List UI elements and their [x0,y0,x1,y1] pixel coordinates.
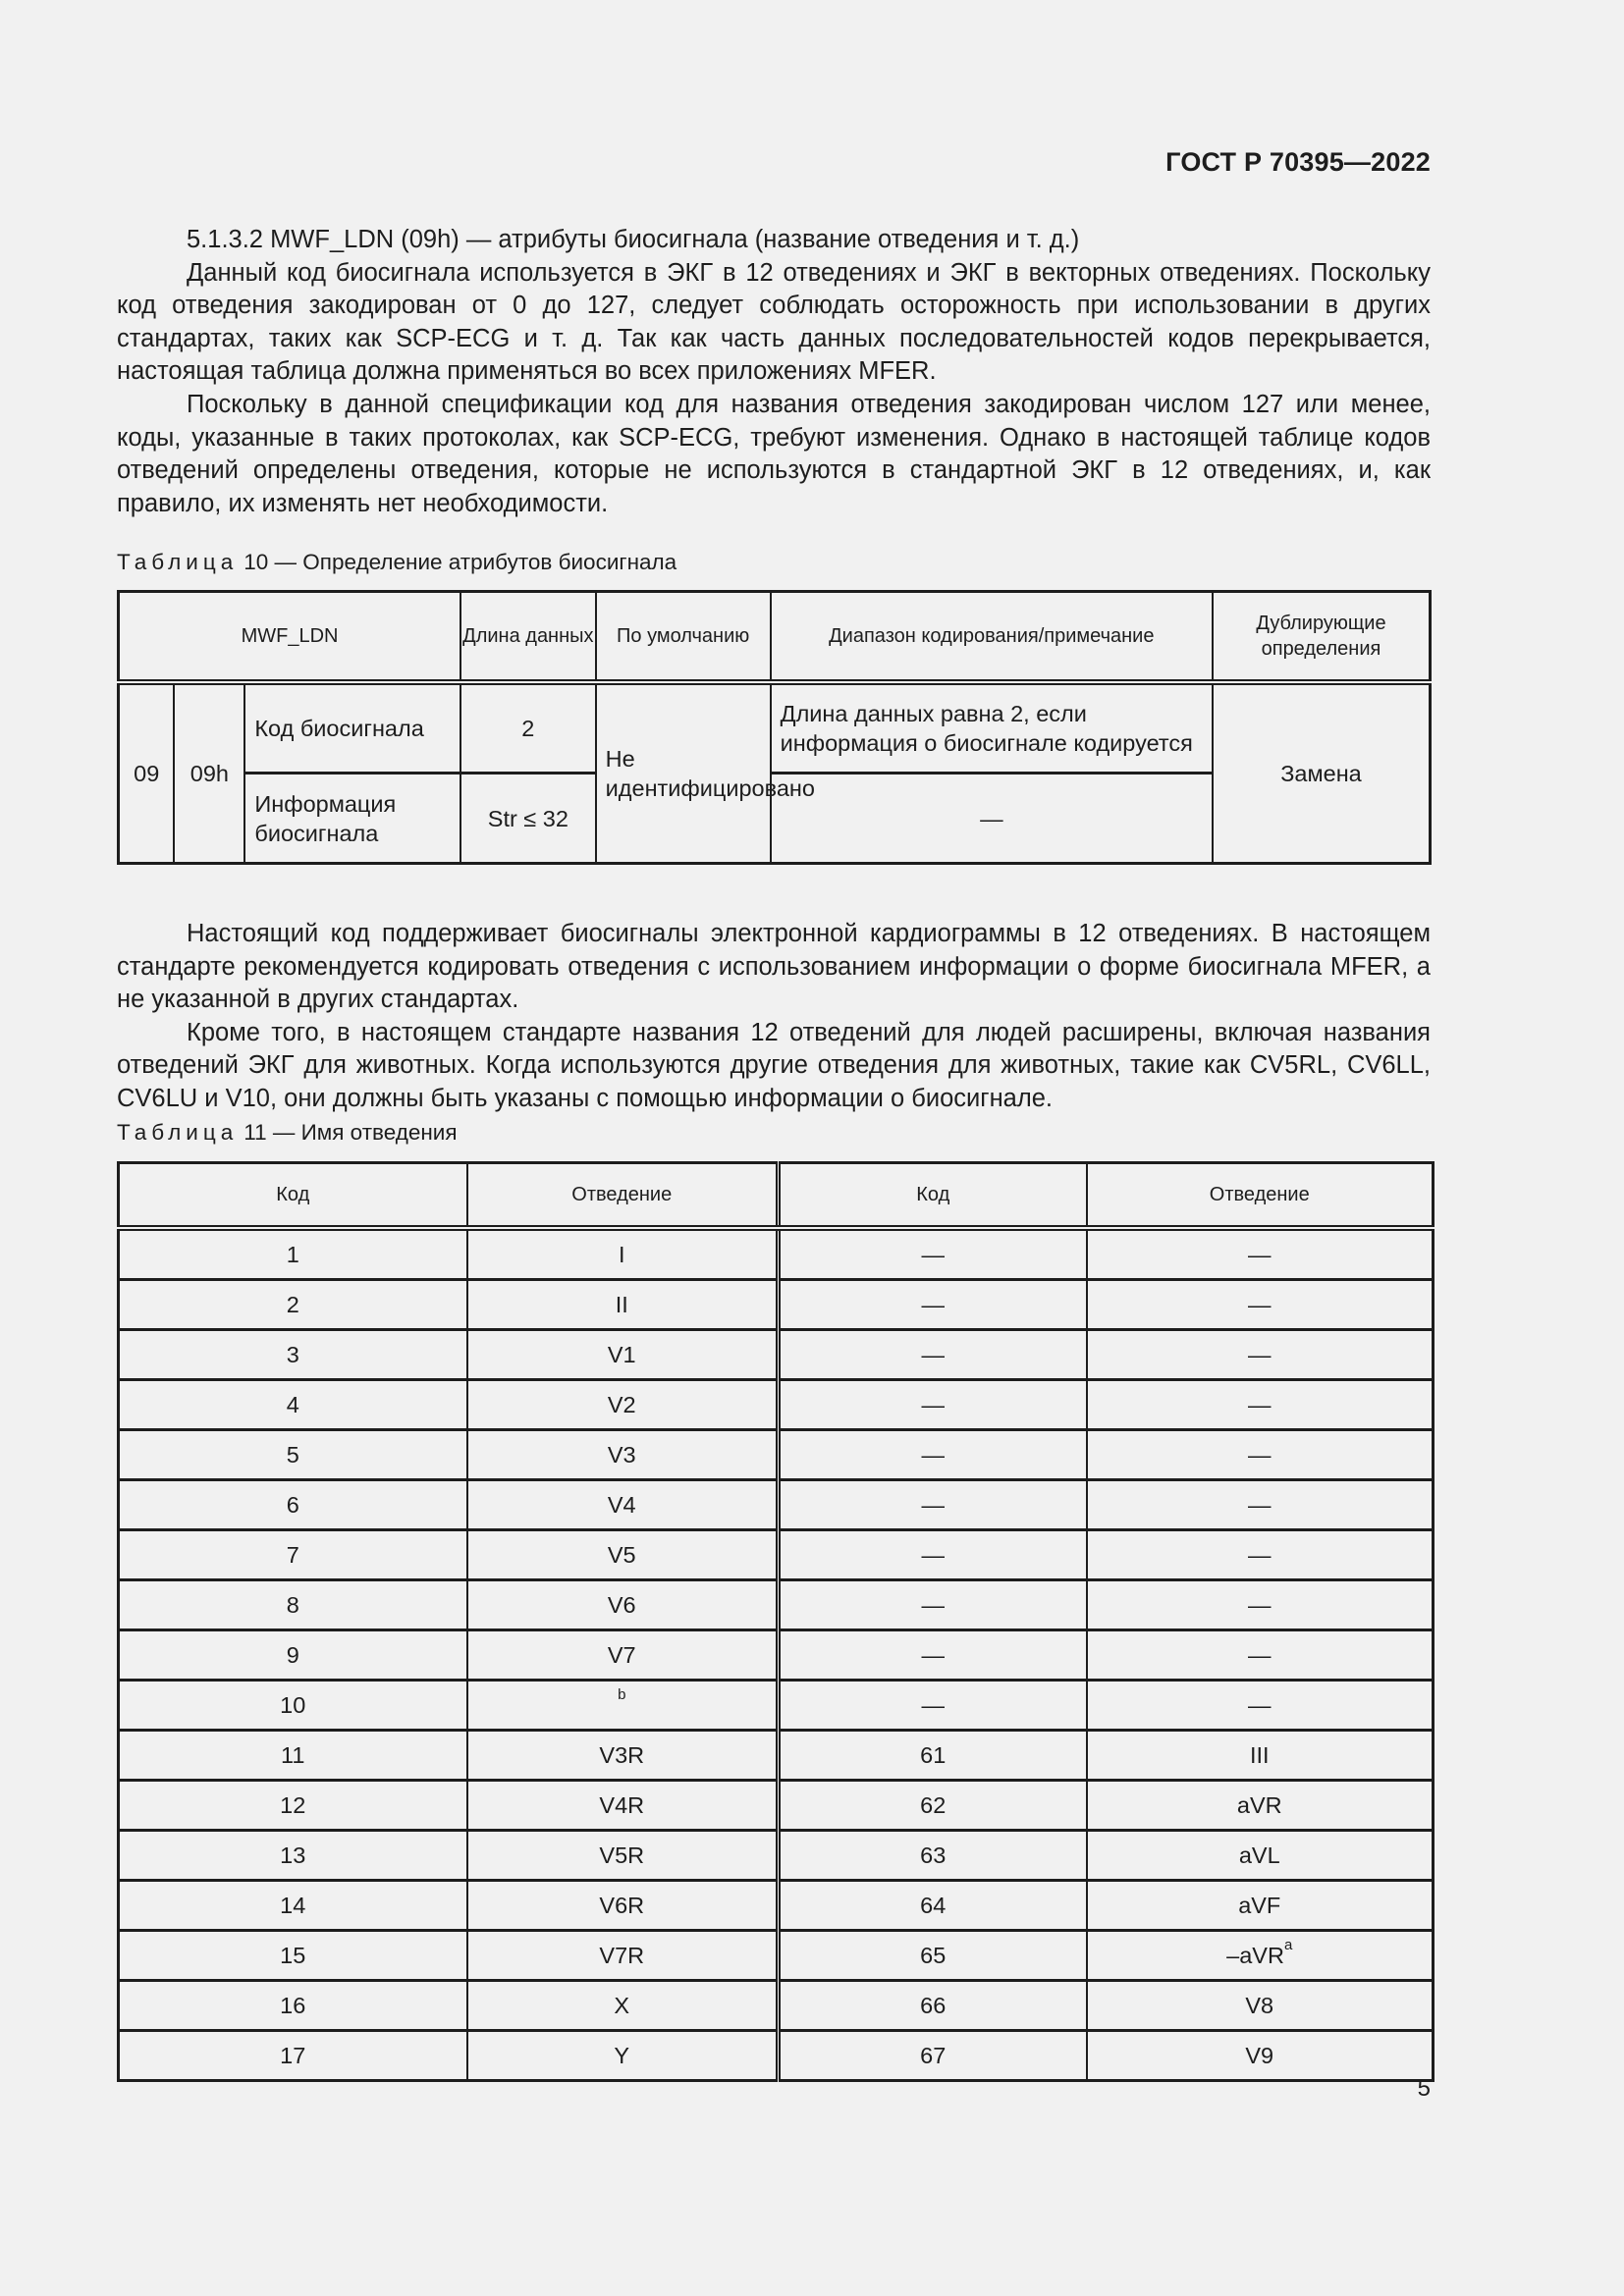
paragraph: Поскольку в данной спецификации код для названия отведения закодирован числом 127 или менее, коды, указанные в таких протоколах, как SCP-ECG, требуют изменения. Однако в настоящей таблице кодов отведений определены отведения, которые не используются в стандартной ЭКГ в 12 отведениях, и, как правило, их изменять нет необходимости. [117,390,1431,517]
code-dec: 09 [119,682,175,864]
table-row [119,2031,1434,2081]
table10-caption [117,550,677,575]
code-cell: — [779,1380,1087,1430]
code-cell: — [779,1580,1087,1630]
row-note: — [771,774,1213,864]
section-leads [117,918,1431,1116]
header-range-note: Диапазон кодирования/примечание [771,592,1213,683]
table-row [119,1280,1434,1330]
table-row [119,1981,1434,2031]
code-cell: — [779,1480,1087,1530]
code-cell: 12 [119,1781,467,1831]
lead-cell [467,1681,779,1731]
code-cell: 7 [119,1530,467,1580]
page-number: 5 [1417,2075,1431,2102]
table-row [119,1580,1434,1630]
lead-cell: V7R [467,1931,779,1981]
row-note: Длина данных равна 2, если информация о биосигнале кодируется [771,682,1213,774]
lead-cell: V5 [467,1530,779,1580]
lead-cell: I [467,1228,779,1280]
footnote-mark: a [1283,1936,1293,1953]
lead-cell: aVF [1087,1881,1434,1931]
lead-cell: X [467,1981,779,2031]
table-biosignal-attributes [117,590,1432,865]
code-cell: 15 [119,1931,467,1981]
code-cell: 16 [119,1981,467,2031]
footnote-mark: b [618,1685,626,1703]
lead-cell: V4 [467,1480,779,1530]
lead-cell: V8 [1087,1981,1434,2031]
row-length: Str ≤ 32 [460,774,596,864]
lead-cell: — [1087,1228,1434,1280]
lead-cell: V9 [1087,2031,1434,2081]
table-row [119,1330,1434,1380]
lead-cell: — [1087,1580,1434,1630]
lead-cell: V5R [467,1831,779,1881]
table-row [119,1681,1434,1731]
paragraph: Кроме того, в настоящем стандарте названия 12 отведений для людей расширены, включая названия отведений ЭКГ для животных. Когда используются другие отведения для животных, такие как CV5RL, CV6LL, CV6LU и V10, они должны быть указаны с помощью информации о биосигнале. [117,1018,1431,1112]
code-cell: 63 [779,1831,1087,1881]
code-cell: 14 [119,1881,467,1931]
code-cell: — [779,1228,1087,1280]
code-cell: 3 [119,1330,467,1380]
code-cell: 6 [119,1480,467,1530]
header-default: По умолчанию [596,592,771,683]
table-row [119,1530,1434,1580]
caption-text: 10 — Определение атрибутов биосигнала [244,550,677,574]
code-cell: 65 [779,1931,1087,1981]
lead-cell: — [1087,1280,1434,1330]
header-mwf-ldn: MWF_LDN [119,592,461,683]
code-cell: 8 [119,1580,467,1630]
table-row [119,1430,1434,1480]
table-row [119,1931,1434,1981]
lead-cell: III [1087,1731,1434,1781]
header-lead: Отведение [1087,1163,1434,1229]
lead-cell: — [1087,1681,1434,1731]
paragraph: Настоящий код поддерживает биосигналы электронной кардиограммы в 12 отведениях. В настоящем стандарте рекомендуется кодировать отведения с использованием информации о форме биосигнала MFER, а не указанной в других стандартах. [117,920,1431,1014]
code-cell: 61 [779,1731,1087,1781]
code-cell: 9 [119,1630,467,1681]
code-cell: — [779,1280,1087,1330]
table-row [119,1781,1434,1831]
lead-cell: V6 [467,1580,779,1630]
caption-prefix: Таблица [117,1120,239,1145]
header-code: Код [119,1163,467,1229]
lead-cell: V6R [467,1881,779,1931]
lead-cell: V4R [467,1781,779,1831]
header-lead: Отведение [467,1163,779,1229]
table-row [119,1228,1434,1280]
lead-cell: V7 [467,1630,779,1681]
default-value: Не идентифицировано [596,682,771,864]
code-cell: 66 [779,1981,1087,2031]
code-cell: 10 [119,1681,467,1731]
table-row [119,1831,1434,1881]
code-cell: 11 [119,1731,467,1781]
header-duplicate: Дублирующие определения [1213,592,1431,683]
lead-cell: Y [467,2031,779,2081]
lead-cell: II [467,1280,779,1330]
row-name: Информация биосигнала [244,774,460,864]
table-lead-names [117,1161,1435,2082]
header-data-length: Длина данных [460,592,596,683]
lead-cell: — [1087,1430,1434,1480]
code-hex: 09h [174,682,244,864]
table-row [119,1731,1434,1781]
caption-text: 11 — Имя отведения [244,1120,458,1145]
code-cell: 17 [119,2031,467,2081]
lead-cell: — [1087,1380,1434,1430]
code-cell: — [779,1630,1087,1681]
row-length: 2 [460,682,596,774]
lead-cell: V3 [467,1430,779,1480]
code-cell: 13 [119,1831,467,1881]
code-cell: — [779,1530,1087,1580]
code-cell: — [779,1681,1087,1731]
lead-cell: aVR [1087,1781,1434,1831]
code-cell: 4 [119,1380,467,1430]
lead-cell: — [1087,1480,1434,1530]
code-cell: 64 [779,1881,1087,1931]
lead-cell: — [1087,1530,1434,1580]
table-row [119,1881,1434,1931]
table-row [119,1480,1434,1530]
code-cell: 62 [779,1781,1087,1831]
document-code: ГОСТ Р 70395—2022 [1165,147,1431,177]
section-intro [117,224,1431,520]
row-name: Код биосигнала [244,682,460,774]
table-row [119,1630,1434,1681]
lead-cell: V3R [467,1731,779,1781]
caption-prefix: Таблица [117,550,239,574]
section-heading: 5.1.3.2 MWF_LDN (09h) — атрибуты биосигнала (название отведения и т. д.) [187,226,1080,253]
code-cell: — [779,1430,1087,1480]
table11-caption [117,1120,458,1146]
paragraph: Данный код биосигнала используется в ЭКГ в 12 отведениях и ЭКГ в векторных отведениях. Поскольку код отведения закодирован от 0 до 127, следует соблюдать осторожность при использовании в других стандартах, таких как SCP-ECG и т. д. Так как часть данных последовательностей кодов перекрывается, настоящая таблица должна применяться во всех приложениях MFER. [117,258,1431,386]
code-cell: 67 [779,2031,1087,2081]
code-cell: — [779,1330,1087,1380]
lead-cell: V1 [467,1330,779,1380]
lead-cell: V2 [467,1380,779,1430]
lead-cell: aVL [1087,1831,1434,1881]
lead-cell: — [1087,1330,1434,1380]
header-code: Код [779,1163,1087,1229]
duplicate-value: Замена [1213,682,1431,864]
lead-cell: — [1087,1630,1434,1681]
table-row [119,1380,1434,1430]
code-cell: 5 [119,1430,467,1480]
code-cell: 1 [119,1228,467,1280]
code-cell: 2 [119,1280,467,1330]
lead-cell: –aVR$^a$ [1087,1931,1434,1981]
